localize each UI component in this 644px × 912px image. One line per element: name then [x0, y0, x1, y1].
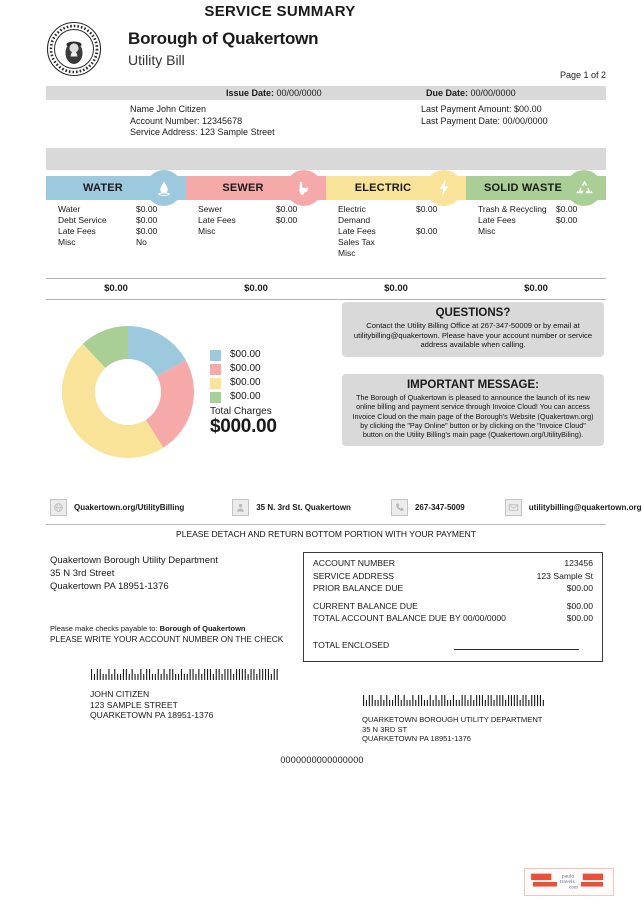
stub-row-label: TOTAL ACCOUNT BALANCE DUE BY 00/00/0000: [313, 613, 506, 623]
contact-website[interactable]: [50, 499, 184, 516]
page-number: Page 1 of 2: [559, 70, 606, 80]
header-titles: [128, 28, 318, 69]
line-item-column-solid-waste: [466, 204, 606, 270]
date-bar: [46, 86, 606, 100]
phone-icon: [391, 499, 408, 516]
donut-legend: [210, 348, 277, 437]
contact-website-text: Quakertown.org/UtilityBilling: [74, 502, 185, 512]
service-summary-title: SERVICE SUMMARY: [204, 3, 356, 20]
line-item-name: Late Fees: [478, 215, 516, 225]
payment-info-block: [421, 104, 548, 127]
legend-value-sewer: $00.00: [230, 363, 261, 374]
utility-mail-line-3: QUARKETOWN PA 18951-1376: [362, 734, 472, 744]
service-bands: [46, 176, 606, 200]
organization-title: Borough of Quakertown: [128, 29, 319, 49]
legend-swatch-sewer: [210, 364, 221, 375]
line-item-value: $0.00: [416, 204, 438, 214]
legend-value-solid-waste: $00.00: [230, 391, 261, 402]
envelope-icon: [505, 499, 522, 516]
stub-row-label: SERVICE ADDRESS: [313, 570, 395, 581]
contact-bar: [46, 497, 642, 517]
stub-row-total-balance: [313, 613, 593, 626]
legend-item: [210, 362, 277, 376]
line-item: [478, 215, 606, 226]
utility-mail-line-2: 35 N 3RD ST: [362, 724, 408, 734]
last-payment-date: Last Payment Date: 00/00/0000: [421, 115, 548, 126]
contact-email[interactable]: [505, 499, 642, 516]
legend-item: [210, 390, 277, 404]
line-item-name: Debt Service: [58, 215, 107, 225]
totals-divider-top: [46, 278, 606, 279]
service-line-items: [46, 204, 606, 270]
line-item-value: $0.00: [136, 204, 158, 214]
due-date-label: Due Date:: [426, 88, 469, 98]
line-item: [338, 215, 466, 226]
payable-name: Borough of Quakertown: [159, 624, 246, 633]
total-water: $0.00: [104, 283, 128, 294]
line-item: [198, 204, 326, 215]
line-item-name: Misc: [58, 237, 76, 247]
stub-row-value: $00.00: [566, 600, 593, 611]
customer-service-address: Service Address: 123 Sample Street: [130, 127, 275, 137]
person-icon: [232, 499, 249, 516]
line-item: [338, 237, 466, 248]
svg-text:paulo: paulo: [561, 873, 575, 880]
customer-mailing-block: [90, 668, 280, 721]
line-item-name: Trash & Recycling: [478, 204, 547, 214]
legend-item: [210, 348, 277, 362]
detach-divider: [46, 524, 606, 525]
important-message-panel: [342, 374, 604, 446]
line-item-value: $0.00: [136, 226, 158, 236]
contact-email-text: utilitybilling@quakertown.org: [528, 502, 642, 512]
utility-mailing-block: [362, 694, 547, 744]
stub-row-account-number: [313, 558, 593, 571]
stub-row-value: $00.00: [566, 613, 593, 623]
line-item: [338, 204, 466, 215]
stub-row-current-balance: [313, 601, 593, 614]
stub-row-value: $00.00: [566, 583, 593, 593]
document-title: Utility Bill: [128, 51, 185, 68]
line-item: [198, 215, 326, 226]
lightning-bolt-icon: [426, 170, 462, 206]
customer-mail-line-2: 123 SAMPLE STREET: [90, 699, 178, 710]
questions-panel: [342, 302, 604, 357]
service-band-solid-waste: [466, 176, 606, 200]
line-item: [58, 237, 186, 248]
service-band-water: [46, 176, 186, 200]
line-item-column-electric: [326, 204, 466, 270]
important-body: The Borough of Quakertown is pleased to announce the launch of its new online billing and payment service through Invoice Cloud! You can access Invoice Cloud on the main page of the Borough's Website (Quakertown.org) by clicking the "Pay Online" button or by clicking on the "Invoice Cloud" button on the Utility Billing's main page (Quakertown.org/UtilityBiling).: [352, 393, 594, 440]
service-summary-title-bar: [46, 148, 606, 170]
customer-name: Name John Citizen: [130, 104, 207, 114]
issue-date: [226, 88, 322, 98]
line-item-name: Sales Tax: [338, 237, 375, 247]
line-item: [478, 204, 606, 215]
remittance-address: [50, 554, 218, 593]
utility-mail-line-1: QUARKETOWN BOROUGH UTILITY DEPARTMENT: [362, 715, 543, 724]
legend-item: [210, 376, 277, 390]
utility-mail-address: [362, 715, 547, 744]
service-band-electric: [326, 176, 466, 200]
contact-address: [232, 499, 351, 516]
stub-row-label: CURRENT BALANCE DUE: [313, 600, 418, 611]
line-item-value: $0.00: [416, 226, 438, 236]
service-band-electric-label: ELECTRIC: [354, 182, 412, 194]
stub-row-service-address: [313, 571, 593, 584]
line-item-name: Misc: [198, 226, 216, 236]
total-charges-amount: $000.00: [210, 416, 277, 437]
line-item-name: Sewer: [198, 204, 223, 214]
line-item-name: Late Fees: [338, 226, 376, 236]
remit-line-1: Quakertown Borough Utility Department: [50, 555, 218, 566]
toilet-icon: [286, 170, 322, 206]
stub-row-label: ACCOUNT NUMBER: [313, 558, 395, 568]
detach-notice: PLEASE DETACH AND RETURN BOTTOM PORTION WITH YOUR PAYMENT: [176, 529, 476, 539]
stub-row-total-enclosed: [313, 640, 593, 653]
legend-swatch-water: [210, 350, 221, 361]
service-band-sewer: [186, 176, 326, 200]
line-item-column-water: [46, 204, 186, 270]
legend-value-electric: $00.00: [230, 377, 261, 388]
stub-row-value: 123456: [564, 558, 593, 568]
service-totals-row: [46, 283, 606, 297]
remit-line-3: Quakertown PA 18951-1376: [50, 581, 169, 592]
due-date-value: 00/00/0000: [470, 88, 516, 98]
legend-value-water: $00.00: [230, 349, 261, 360]
line-item: [198, 226, 326, 237]
customer-mail-address: [90, 689, 280, 721]
total-enclosed-write-line[interactable]: [454, 649, 579, 650]
charges-donut-chart: [62, 326, 194, 458]
stub-row-value: 123 Sample St: [536, 570, 593, 581]
line-item-name: Electric: [338, 204, 366, 214]
line-item-value: $0.00: [556, 215, 578, 225]
payable-note: PLEASE WRITE YOUR ACCOUNT NUMBER ON THE CHECK: [50, 634, 284, 644]
stub-row-label: TOTAL ENCLOSED: [313, 639, 390, 650]
bill-header: [46, 18, 606, 80]
line-item-value: $0.00: [136, 215, 158, 225]
contact-address-text: 35 N. 3rd St. Quakertown: [256, 502, 351, 512]
line-item: [58, 226, 186, 237]
customer-block: [130, 104, 275, 139]
account-scanline: 0000000000000000: [280, 755, 364, 765]
payable-prefix: Please make checks payable to:: [50, 624, 158, 633]
last-payment-amount: Last Payment Amount: $00.00: [421, 104, 542, 114]
questions-body: Contact the Utility Billing Office at 267-347-50009 or by email at utilitybilling@quakertown. Please have your account number or service address available when calling.: [353, 321, 593, 350]
globe-icon: [50, 499, 67, 516]
line-item-value: $0.00: [556, 204, 578, 214]
totals-divider-bottom: [46, 299, 606, 300]
paulo-travels-logo: [524, 868, 614, 896]
line-item-column-sewer: [186, 204, 326, 270]
customer-mail-line-3: QUARKETOWN PA 18951-1376: [90, 710, 214, 721]
line-item-name: Water: [58, 204, 81, 214]
line-item-name: Misc: [338, 248, 356, 258]
service-band-solid-waste-label: SOLID WASTE: [484, 182, 562, 194]
issue-date-value: 00/00/0000: [276, 88, 322, 98]
line-item-name: Late Fees: [58, 226, 96, 236]
payment-stub: [303, 552, 603, 662]
total-electric: $0.00: [384, 283, 408, 294]
contact-phone: [391, 499, 465, 516]
line-item-value: No: [136, 237, 147, 247]
line-item: [58, 215, 186, 226]
customer-account-number: Account Number: 12345678: [130, 115, 243, 126]
line-item: [58, 204, 186, 215]
payable-line-1: [50, 624, 283, 634]
line-item-name: Demand: [338, 215, 371, 225]
important-heading: IMPORTANT MESSAGE:: [406, 379, 540, 391]
legend-swatch-solid-waste: [210, 392, 221, 403]
stub-row-prior-balance: [313, 583, 593, 596]
total-charges-label: Total Charges: [210, 406, 272, 417]
line-item-name: Late Fees: [198, 215, 236, 225]
contact-phone-text: 267-347-5009: [414, 502, 465, 512]
svg-text:com: com: [569, 884, 578, 891]
total-solid-waste: $0.00: [524, 283, 548, 294]
customer-mail-line-1: JOHN CITIZEN: [90, 689, 150, 699]
line-item-value: $0.00: [276, 204, 298, 214]
borough-seal-icon: [46, 21, 102, 77]
service-band-sewer-label: SEWER: [222, 182, 264, 194]
issue-date-label: Issue Date:: [226, 88, 275, 98]
due-date: [426, 88, 516, 98]
postal-barcode-icon: [90, 668, 280, 682]
payable-instructions: [50, 624, 283, 644]
line-item: [338, 248, 466, 259]
line-item: [478, 226, 606, 237]
recycle-icon: [566, 170, 602, 206]
total-sewer: $0.00: [244, 283, 268, 294]
postal-barcode-icon: [362, 694, 547, 708]
line-item-name: Misc: [478, 226, 496, 236]
line-item: [338, 226, 466, 237]
water-drop-icon: [146, 170, 182, 206]
stub-row-label: PRIOR BALANCE DUE: [313, 583, 404, 593]
questions-heading: QUESTIONS?: [435, 307, 511, 319]
line-item-value: $0.00: [276, 215, 298, 225]
service-band-water-label: WATER: [83, 182, 123, 194]
svg-text:travels.: travels.: [559, 878, 577, 885]
legend-swatch-electric: [210, 378, 221, 389]
remit-line-2: 35 N 3rd Street: [50, 568, 115, 579]
